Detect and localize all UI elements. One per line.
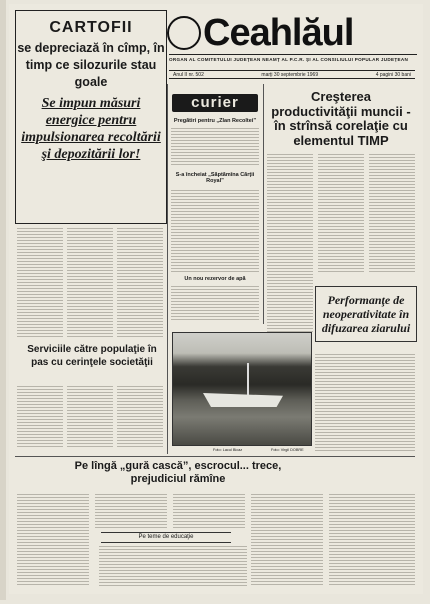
curier-logo: curier xyxy=(172,94,258,112)
rubric-label: Pe teme de educaţie xyxy=(101,532,231,543)
curier-text-3 xyxy=(171,286,259,322)
bottom-headline: Pe lîngă „gură cască”, escrocul... trece, prejudiciul rămîne xyxy=(74,460,282,485)
feature-text-col3 xyxy=(369,154,415,272)
bottom-text-col3 xyxy=(173,494,245,528)
bottom-text-col1 xyxy=(17,494,89,586)
issue-number: Anul II nr. 502 xyxy=(173,72,204,78)
bottom-text-col5 xyxy=(329,494,415,586)
lake-boat-photo xyxy=(172,332,312,446)
sidebar-text xyxy=(315,354,415,452)
sidebar-headline: Performanţe de neoperativitate în difuzarea ziarului xyxy=(315,286,417,342)
curier-item-3: Un nou rezervor de apă xyxy=(184,276,246,282)
services-text-col2 xyxy=(67,386,113,448)
services-headline: Serviciile către populaţie în pas cu cerinţele societăţii xyxy=(27,344,157,368)
lead-text-col3 xyxy=(117,228,163,338)
lead-headline-box xyxy=(15,10,167,224)
curier-text-2 xyxy=(171,190,259,272)
newspaper-logo: Ceahlăul xyxy=(203,12,354,54)
page-edge xyxy=(0,0,6,600)
bottom-text-col2 xyxy=(95,494,167,528)
feature-text-col1 xyxy=(267,154,313,334)
curier-text-1 xyxy=(171,128,259,166)
boat-mast xyxy=(247,363,249,395)
curier-item-2: S-a încheiat „Săptămîna Cărţii Royal” xyxy=(175,172,255,184)
curier-item-1: Pregătiri pentru „Zlan Recoltei” xyxy=(173,118,257,124)
services-text-col3 xyxy=(117,386,163,448)
photo-caption-left: Foto: Lacul Bicaz xyxy=(213,448,243,452)
column-rule xyxy=(167,84,168,454)
lead-deck: se depreciază în cîmp, în timp ce silozurile stau goale xyxy=(17,41,165,89)
bottom-text-col4 xyxy=(251,494,323,586)
lead-text-col1 xyxy=(17,228,63,338)
lead-headline: Se impun măsuri energice pentru impulsionarea recoltării şi depozitării lor! xyxy=(21,96,161,162)
rubric-text xyxy=(99,546,247,586)
issue-price: 4 pagini 30 bani xyxy=(375,72,411,78)
photo-caption-right: Foto: Virgil DOBRE xyxy=(271,448,304,452)
issue-info-bar xyxy=(169,70,415,79)
masthead-organ: ORGAN AL COMITETULUI JUDEŢEAN NEAMŢ AL P.C.R. ŞI AL CONSILIULUI POPULAR JUDEŢEAN xyxy=(169,54,417,62)
lead-text-col2 xyxy=(67,228,113,338)
issue-date: marţi 30 septembrie 1969 xyxy=(261,72,319,78)
feature-headline: Creşterea productivităţii muncii - în strînsă corelaţie cu elementul TIMP xyxy=(271,89,411,148)
masthead xyxy=(169,10,417,68)
boat-hull xyxy=(203,393,283,407)
lead-kicker: CARTOFII xyxy=(49,19,133,36)
section-rule xyxy=(15,456,415,457)
services-text-col1 xyxy=(17,386,63,448)
newspaper-page xyxy=(9,4,423,594)
column-rule xyxy=(263,84,264,324)
feature-text-col2 xyxy=(318,154,364,272)
